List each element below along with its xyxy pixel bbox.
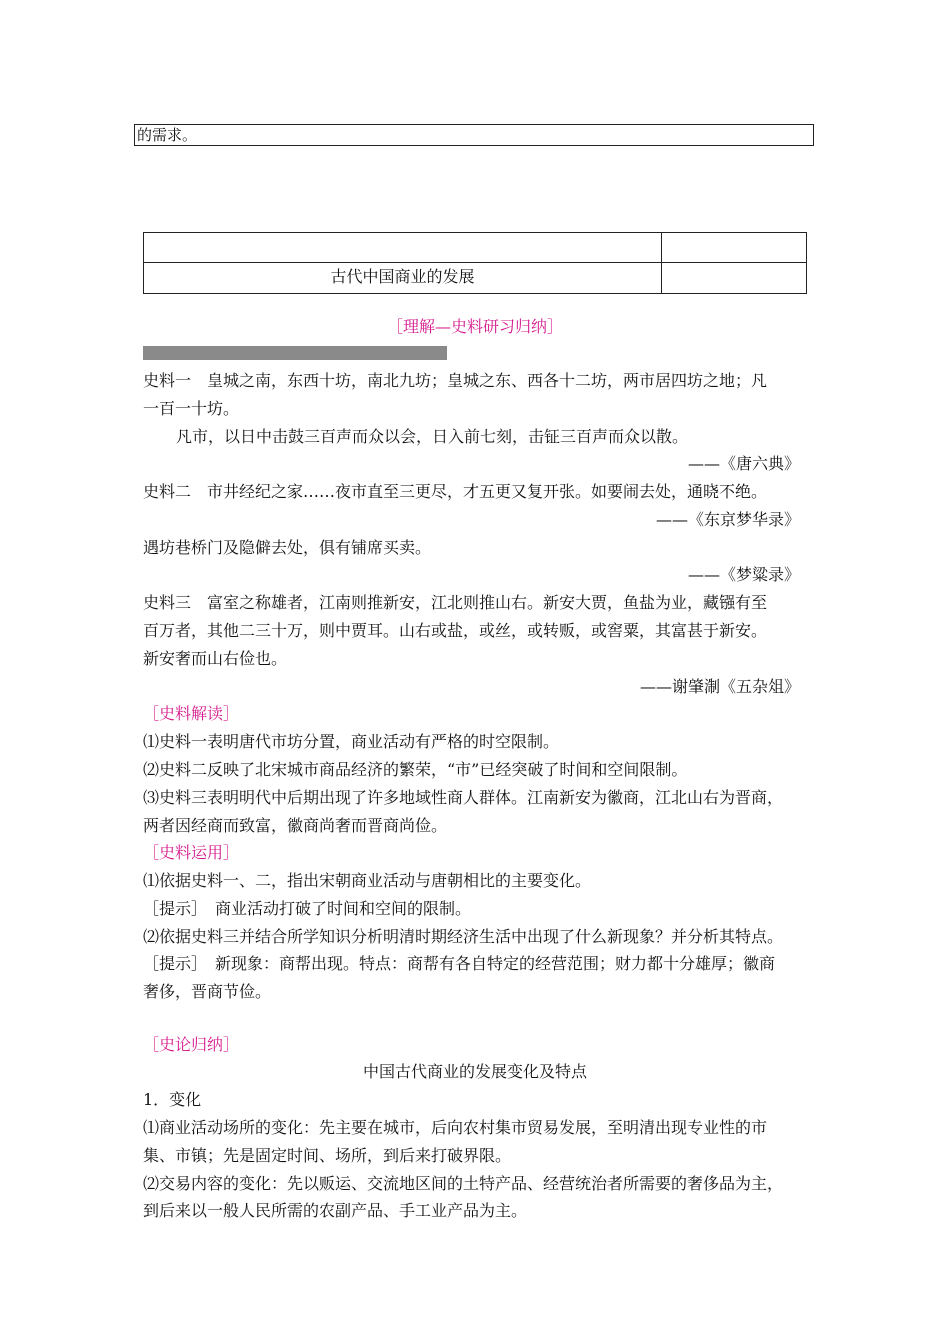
summary-heading: ［史论归纳］ bbox=[143, 1035, 240, 1054]
source3-line2: 百万者，其他二三十万，则中贾耳。山右或盐，或丝，或转贩，或窖粟，其富甚于新安。 bbox=[143, 621, 768, 640]
summary-paragraph-1b: 集、市镇；先是固定时间、场所，到后来打破界限。 bbox=[143, 1146, 512, 1165]
source2-citation2: ——《梦粱录》 bbox=[687, 565, 800, 584]
section-heading: ［理解—史料研习归纳］ bbox=[386, 317, 563, 336]
source1-line3: 凡市，以日中击鼓三百声而众以会，日入前七刻，击钲三百声而众以散。 bbox=[176, 427, 689, 446]
application-question-2: ⑵依据史料三并结合所学知识分析明清时期经济生活中出现了什么新现象？并分析其特点。 bbox=[143, 927, 784, 946]
application-hint-1: ［提示］ 商业活动打破了时间和空间的限制。 bbox=[143, 899, 472, 918]
source3-line1: 史料三 富室之称雄者，江南则推新安，江北则推山右。新安大贾，鱼盐为业，藏镪有至 bbox=[143, 593, 768, 612]
source1-line2: 一百一十坊。 bbox=[143, 399, 240, 418]
gray-banner bbox=[143, 346, 447, 360]
interpretation-item-1: ⑴史料一表明唐代市坊分置，商业活动有严格的时空限制。 bbox=[143, 732, 560, 751]
source2-line2: 遇坊巷桥门及隐僻去处，俱有铺席买卖。 bbox=[143, 538, 432, 557]
source2-citation1: ——《东京梦华录》 bbox=[655, 510, 800, 529]
source3-line3: 新安奢而山右俭也。 bbox=[143, 649, 288, 668]
summary-paragraph-1a: ⑴商业活动场所的变化：先主要在城市，后向农村集市贸易发展，至明清出现专业性的市 bbox=[143, 1118, 768, 1137]
source1-line1: 史料一 皇城之南，东西十坊，南北九坊；皇城之东、西各十二坊，两市居四坊之地；凡 bbox=[143, 371, 768, 390]
interpretation-item-3b: 两者因经商而致富，徽商尚奢而晋商尚俭。 bbox=[143, 816, 448, 835]
continuation-box bbox=[134, 124, 814, 146]
application-question-1: ⑴依据史料一、二，指出宋朝商业活动与唐朝相比的主要变化。 bbox=[143, 871, 592, 890]
summary-paragraph-2a: ⑵交易内容的变化：先以贩运、交流地区间的土特产品、经营统治者所需要的奢侈品为主， bbox=[143, 1174, 784, 1193]
summary-paragraph-2b: 到后来以一般人民所需的农副产品、手工业产品为主。 bbox=[143, 1201, 528, 1220]
source2-line1: 史料二 市井经纪之家……夜市直至三更尽，才五更又复开张。如要闹去处，通晓不绝。 bbox=[143, 482, 768, 501]
lesson-title-table bbox=[143, 232, 807, 294]
summary-title: 中国古代商业的发展变化及特点 bbox=[362, 1062, 587, 1081]
lesson-title: 古代中国商业的发展 bbox=[330, 267, 475, 286]
source1-citation: ——《唐六典》 bbox=[687, 454, 800, 473]
interpretation-item-3a: ⑶史料三表明明代中后期出现了许多地域性商人群体。江南新安为徽商，江北山右为晋商， bbox=[143, 788, 784, 807]
application-hint-2b: 奢侈，晋商节俭。 bbox=[143, 982, 272, 1001]
application-heading: ［史料运用］ bbox=[143, 843, 240, 862]
source3-citation: ——谢肇淛《五杂俎》 bbox=[639, 677, 800, 696]
summary-subheading-1: 1．变化 bbox=[143, 1090, 202, 1109]
interpretation-item-2: ⑵史料二反映了北宋城市商品经济的繁荣，“市”已经突破了时间和空间限制。 bbox=[143, 760, 688, 779]
application-hint-2a: ［提示］ 新现象：商帮出现。特点：商帮有各自特定的经营范围；财力都十分雄厚；徽商 bbox=[143, 954, 776, 973]
interpretation-heading: ［史料解读］ bbox=[143, 704, 240, 723]
continuation-text: 的需求。 bbox=[137, 126, 198, 144]
table-divider-vertical bbox=[661, 233, 662, 293]
